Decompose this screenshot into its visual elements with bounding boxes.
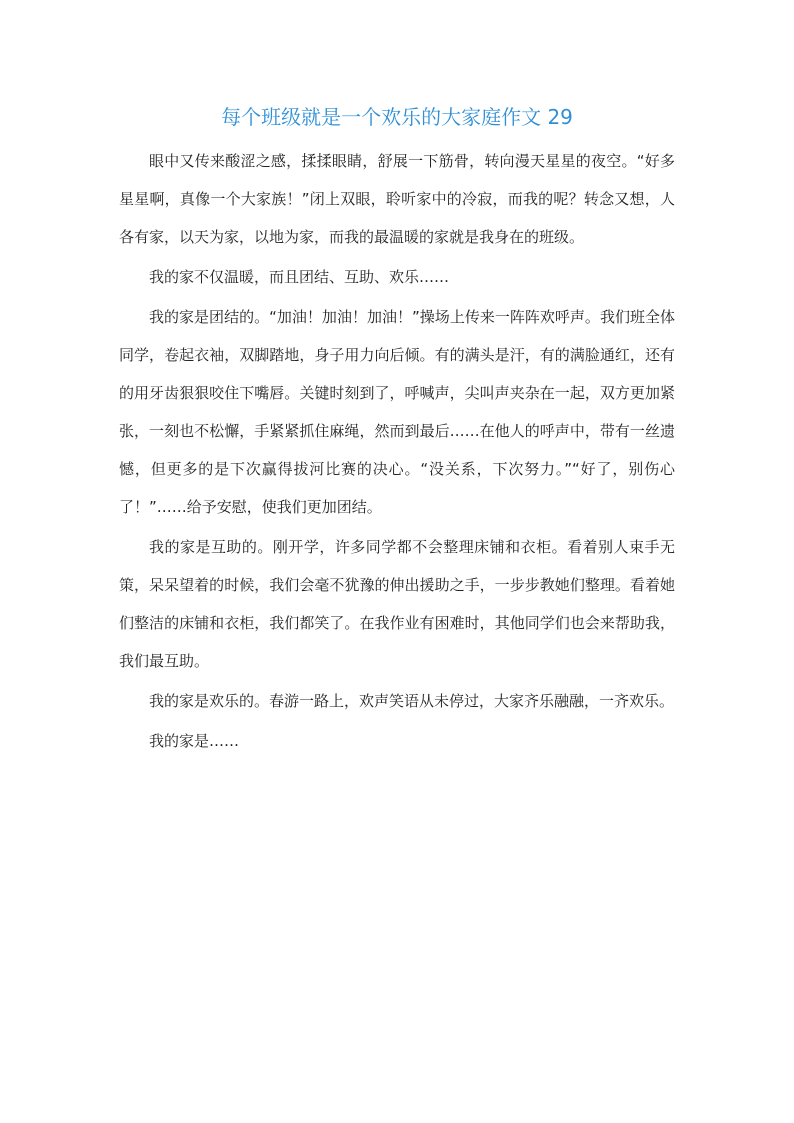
- paragraph: 我的家是……: [149, 732, 240, 750]
- essay-body: [119, 142, 675, 762]
- paragraph: 我的家是欢乐的。春游一路上，欢声笑语从未停过，大家齐乐融融，一齐欢乐。: [149, 692, 675, 710]
- paragraph: 眼中又传来酸涩之感，揉揉眼睛，舒展一下筋骨，转向漫天星星的夜空。“好多星星啊，真像一个大家族！”闭上双眼，聆听家中的冷寂，而我的呢？转念又想，人各有家，以天为家，以地为家，而我的最温暖的家就是我身在的班级。: [119, 152, 675, 246]
- paragraph: 我的家是互助的。刚开学，许多同学都不会整理床铺和衣柜。看着别人束手无策，呆呆望着的时候，我们会毫不犹豫的伸出援助之手，一步步教她们整理。看着她们整洁的床铺和衣柜，我们都笑了。在我作业有困难时，其他同学们也会来帮助我，我们最互助。: [119, 538, 675, 670]
- paragraph: 我的家不仅温暖，而且团结、互助、欢乐……: [149, 268, 450, 286]
- paragraph: 我的家是团结的。“加油！加油！加油！”操场上传来一阵阵欢呼声。我们班全体同学，卷起衣袖，双脚踏地，身子用力向后倾。有的满头是汗，有的满脸通红，还有的用牙齿狠狠咬住下嘴唇。关键时刻到了，呼喊声，尖叫声夹杂在一起，双方更加紧张，一刻也不松懈，手紧紧抓住麻绳，然而到最后……在他人的呼声中，带有一丝遗憾，但更多的是下次赢得拔河比赛的决心。“没关系，下次努力。”“好了，别伤心了！”……给予安慰，使我们更加团结。: [119, 308, 675, 516]
- essay-title: 每个班级就是一个欢乐的大家庭作文 29: [221, 105, 573, 129]
